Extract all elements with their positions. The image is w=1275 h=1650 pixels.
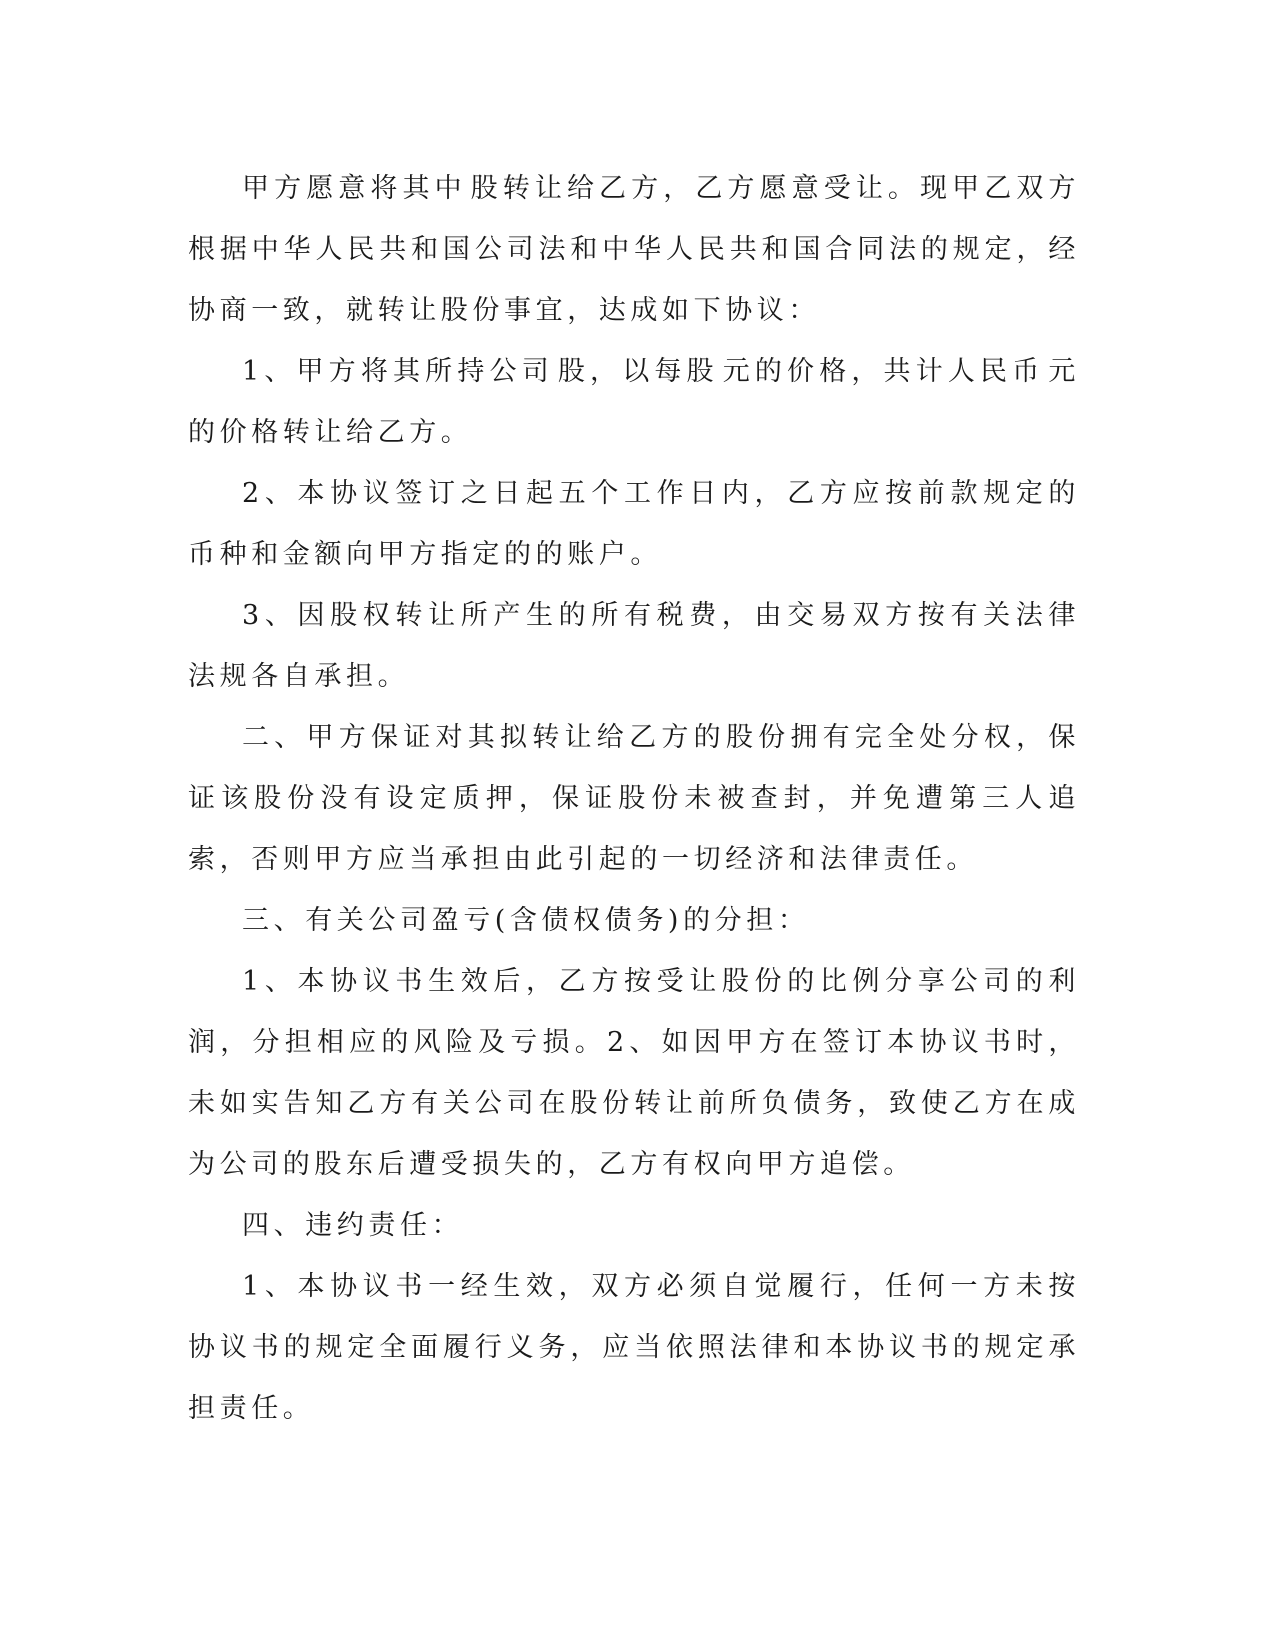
paragraph-section-3-heading: 三、有关公司盈亏(含债权债务)的分担： xyxy=(242,905,810,936)
text-segment: 元的价格，共计人民币 xyxy=(722,356,1045,387)
paragraph-section-3-profit-loss: 1、本协议书生效后，乙方按受让股份的比例分享公司的利润，分担相应的风险及亏损。2、如因甲方在签订本协议书时，未如实告知乙方有关公司在股份转让前所负债务，致使乙方在成为公司的股东后遭受损失的，乙方有权向甲方追偿。 xyxy=(188,966,1080,1180)
paragraph-section-2-guarantee: 二、甲方保证对其拟转让给乙方的股份拥有完全处分权，保证该股份没有设定质押，保证股份未被查封，并免遭第三人追索，否则甲方应当承担由此引起的一切经济和法律责任。 xyxy=(188,722,1080,875)
text-segment: 股转让给乙方，乙方愿意受让。现甲乙双方根据中华人民共和国公司法和中华人民共和国合同法的规定，经协商一致，就转让股份事宜，达成如下协议： xyxy=(188,173,1080,326)
paragraph-clause-2-payment: 2、本协议签订之日起五个工作日内，乙方应按前款规定的币种和金额向甲方指定的的账户。 xyxy=(188,478,1080,570)
paragraph-section-4-heading: 四、违约责任： xyxy=(242,1210,464,1241)
text-segment: 甲方愿意将其中 xyxy=(242,173,467,204)
text-segment: 股，以每股 xyxy=(557,356,719,387)
paragraph-transfer-intent xyxy=(188,158,1080,341)
paragraph-clause-3-taxes: 3、因股权转让所产生的所有税费，由交易双方按有关法律法规各自承担。 xyxy=(188,600,1080,692)
paragraph-section-4-liability: 1、本协议书一经生效，双方必须自觉履行，任何一方未按协议书的规定全面履行义务，应当依照法律和本协议书的规定承担责任。 xyxy=(188,1271,1080,1424)
text-segment: 1、甲方将其所持公司 xyxy=(242,356,554,387)
paragraph-clause-1-price xyxy=(188,341,1080,463)
text-segment: 元的价格转让给乙方。 xyxy=(188,356,1080,448)
document-body xyxy=(188,158,1080,1439)
